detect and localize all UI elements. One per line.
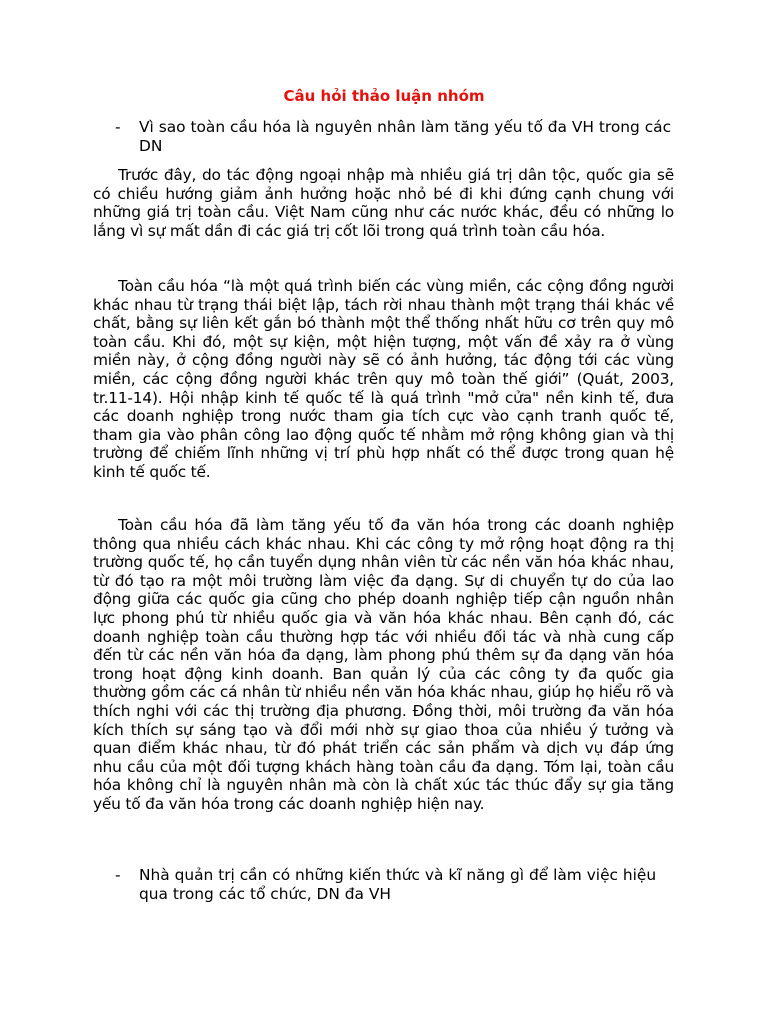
paragraph-3: Toàn cầu hóa đã làm tăng yếu tố đa văn hóa trong các doanh nghiệp thông qua nhiều cách khác nhau. Khi các công ty mở rộng hoạt động ra thị trường quốc tế, họ cần tuyển dụng nhân viên từ các nền văn hóa khác nhau, từ đó tạo ra một môi trường làm việc đa dạng. Sự di chuyển tự do của lao động giữa các quốc gia cũng cho phép doanh nghiệp tiếp cận nguồn nhân lực phong phú từ nhiều quốc gia và văn hóa khác nhau. Bên cạnh đó, các doanh nghiệp toàn cầu thường hợp tác với nhiều đối tác và nhà cung cấp đến từ các nền văn hóa đa dạng, làm phong phú thêm sự đa dạng văn hóa trong hoạt động kinh doanh. Ban quản lý của các công ty đa quốc gia thường gồm các cá nhân từ nhiều nền văn hóa khác nhau, giúp họ hiểu rõ và thích nghi với các thị trường địa phương. Đồng thời, môi trường đa văn hóa kích thích sự sáng tạo và đổi mới nhờ sự giao thoa của nhiều ý tưởng và quan điểm khác nhau, từ đó phát triển các sản phẩm và dịch vụ đáp ứng nhu cầu của một đối tượng khách hàng toàn cầu đa dạng. Tóm lại, toàn cầu hóa không chỉ là nguyên nhân mà còn là chất xúc tác thúc đẩy sự gia tăng yếu tố đa văn hóa trong các doanh nghiệp hiện nay.	[93, 516, 674, 813]
question-1-text: Vì sao toàn cầu hóa là nguyên nhân làm tăng yếu tố đa VH trong các DN	[139, 118, 672, 155]
paragraph-1: Trước đây, do tác động ngoại nhập mà nhiều giá trị dân tộc, quốc gia sẽ có chiều hướng giảm ảnh hưởng hoặc nhỏ bé đi khi đứng cạnh chung với những giá trị toàn cầu. Việt Nam cũng như các nước khác, đều có những lo lắng vì sự mất dần đi các giá trị cốt lõi trong quá trình toàn cầu hóa.	[93, 166, 674, 240]
question-2-text: Nhà quản trị cần có những kiến thức và kĩ năng gì để làm việc hiệu qua trong các tổ chức, DN đa VH	[139, 866, 657, 903]
paragraph-2: Toàn cầu hóa “là một quá trình biến các vùng miền, các cộng đồng người khác nhau từ trạng thái biệt lập, tách rời nhau thành một trạng thái khác về chất, bằng sự liên kết gắn bó thành một thể thống nhất hữu cơ trên quy mô toàn cầu. Khi đó, một sự kiện, một hiện tượng, một vấn đề xảy ra ở vùng miền này, ở cộng đồng người này sẽ có ảnh hưởng, tác động tới các vùng miền, các cộng đồng người khác trên quy mô toàn thế giới” (Quát, 2003, tr.11-14). Hội nhập kinh tế quốc tế là quá trình "mở cửa" nền kinh tế, đưa các doanh nghiệp trong nước tham gia tích cực vào cạnh tranh quốc tế, tham gia vào phân công lao động quốc tế nhằm mở rộng không gian và thị trường để chiếm lĩnh những vị trí phù hợp nhất có thể được trong quan hệ kinh tế quốc tế.	[93, 277, 674, 481]
page-title: Câu hỏi thảo luận nhóm	[283, 87, 485, 105]
bullet-marker: -	[115, 866, 121, 884]
bullet-marker: -	[115, 118, 121, 136]
